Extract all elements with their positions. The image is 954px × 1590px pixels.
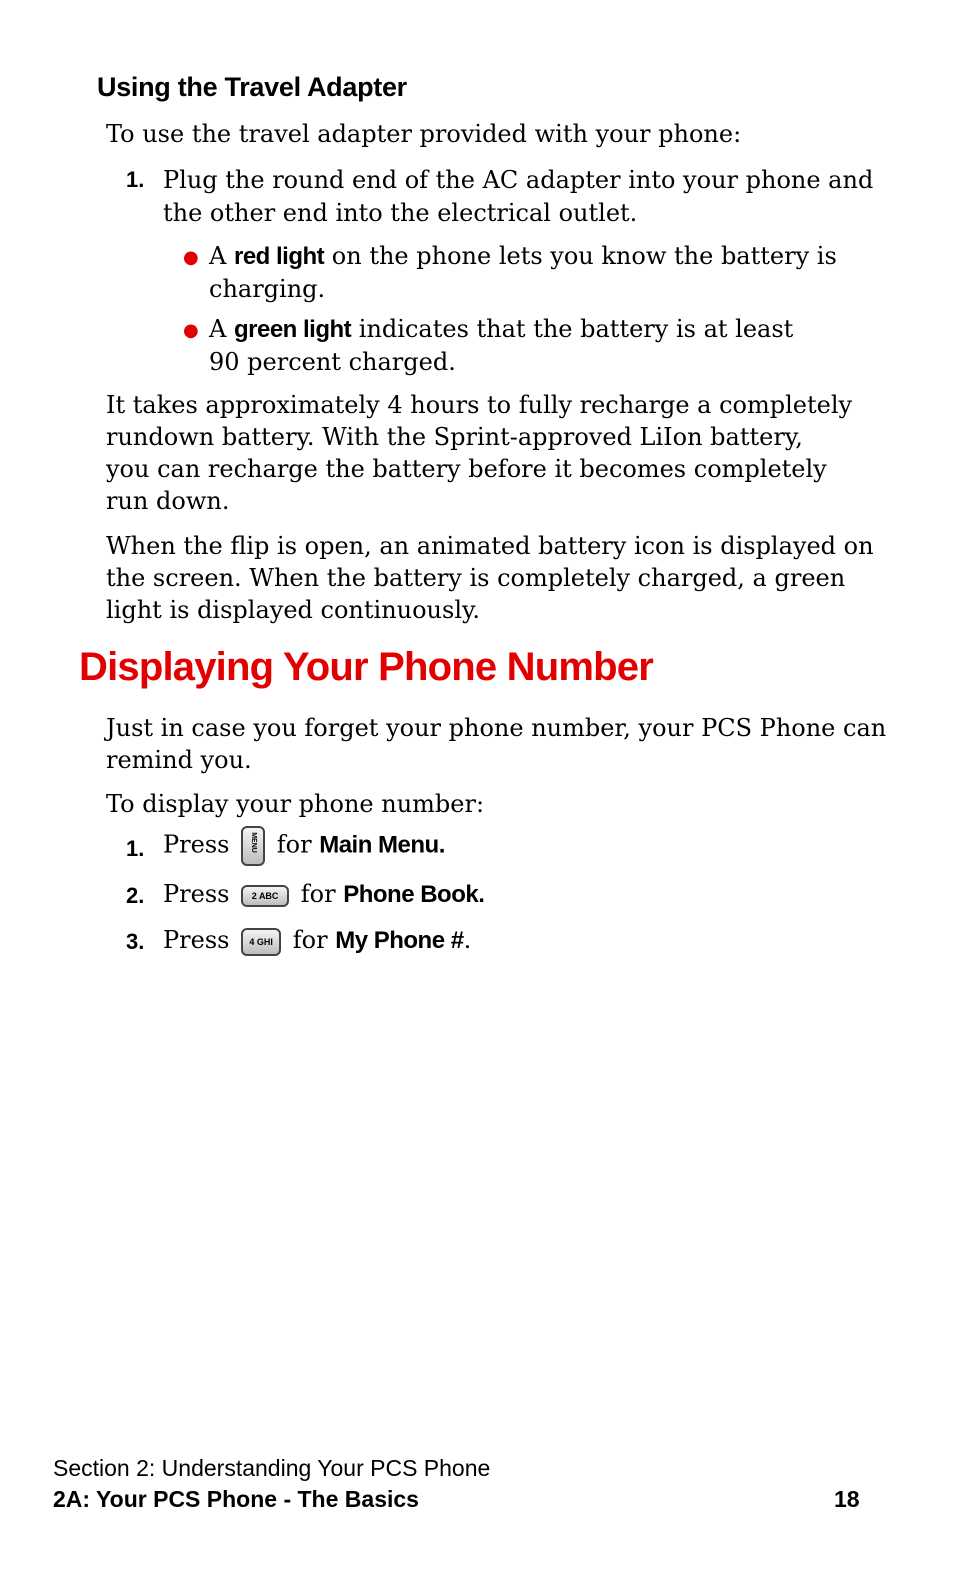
key-label: 4 GHI xyxy=(249,936,273,947)
step-text-line: the other end into the electrical outlet. xyxy=(163,199,638,227)
paragraph-line: rundown battery. With the Sprint-approved LiIon battery, xyxy=(106,423,803,451)
menu-key-icon xyxy=(241,826,265,866)
paragraph-line: When the flip is open, an animated battery icon is displayed on xyxy=(106,532,874,560)
bullet-item xyxy=(209,313,793,378)
bullet-prefix: A xyxy=(209,315,227,343)
menu-target: Phone Book. xyxy=(343,881,485,908)
press-text: Press xyxy=(163,880,230,908)
step-text xyxy=(163,164,873,230)
step-number: 3. xyxy=(126,929,145,954)
step-number: 1. xyxy=(126,167,145,192)
paragraph-line: remind you. xyxy=(106,746,252,774)
for-text: for xyxy=(300,880,336,908)
step-row xyxy=(163,878,484,911)
paragraph-line: the screen. When the battery is completely charged, a green xyxy=(106,564,846,592)
step-number: 2. xyxy=(126,883,145,908)
paragraph-line: Just in case you forget your phone number, your PCS Phone can xyxy=(106,714,887,742)
bullet-text-line: 90 percent charged. xyxy=(209,348,456,376)
lead-text: To display your phone number: xyxy=(106,790,485,818)
for-text: for xyxy=(292,926,328,954)
bullet-text-line: charging. xyxy=(209,275,326,303)
footer-section-title: Section 2: Understanding Your PCS Phone xyxy=(53,1455,491,1481)
key-label: 2 ABC xyxy=(251,890,279,901)
bullet-dot-icon: ● xyxy=(183,320,199,341)
paragraph-line: It takes approximately 4 hours to fully recharge a completely xyxy=(106,391,853,419)
2-abc-key-icon xyxy=(241,885,289,907)
press-text: Press xyxy=(163,926,230,954)
press-text: Press xyxy=(163,830,230,859)
step-number: 1. xyxy=(126,836,145,861)
subsection-heading: Using the Travel Adapter xyxy=(97,72,407,102)
intro-paragraph xyxy=(106,712,886,776)
bullet-text: indicates that the battery is at least xyxy=(358,315,794,343)
for-text: for xyxy=(276,830,312,859)
period-text: . xyxy=(463,926,472,954)
menu-target: My Phone # xyxy=(335,927,464,954)
key-label: MENU xyxy=(249,832,257,853)
step-row xyxy=(163,924,471,957)
page-number: 18 xyxy=(834,1486,860,1512)
paragraph-line: run down. xyxy=(106,487,230,515)
paragraph xyxy=(106,530,874,626)
bold-term: green light xyxy=(233,316,352,343)
paragraph-line: you can recharge the battery before it becomes completely xyxy=(106,455,827,483)
bullet-item xyxy=(209,240,837,305)
step-text-line: Plug the round end of the AC adapter into your phone and xyxy=(163,166,874,194)
bullet-dot-icon: ● xyxy=(183,247,199,268)
paragraph xyxy=(106,389,852,517)
paragraph-line: light is displayed continuously. xyxy=(106,596,481,624)
step-row xyxy=(163,826,445,866)
menu-target: Main Menu. xyxy=(319,831,445,859)
bullet-prefix: A xyxy=(209,242,227,270)
bold-term: red light xyxy=(233,243,325,270)
4-ghi-key-icon xyxy=(241,928,281,956)
intro-paragraph: To use the travel adapter provided with your phone: xyxy=(106,120,742,148)
footer-chapter-title: 2A: Your PCS Phone - The Basics xyxy=(53,1486,419,1512)
bullet-text: on the phone lets you know the battery is xyxy=(331,242,837,270)
section-heading: Displaying Your Phone Number xyxy=(79,645,653,689)
